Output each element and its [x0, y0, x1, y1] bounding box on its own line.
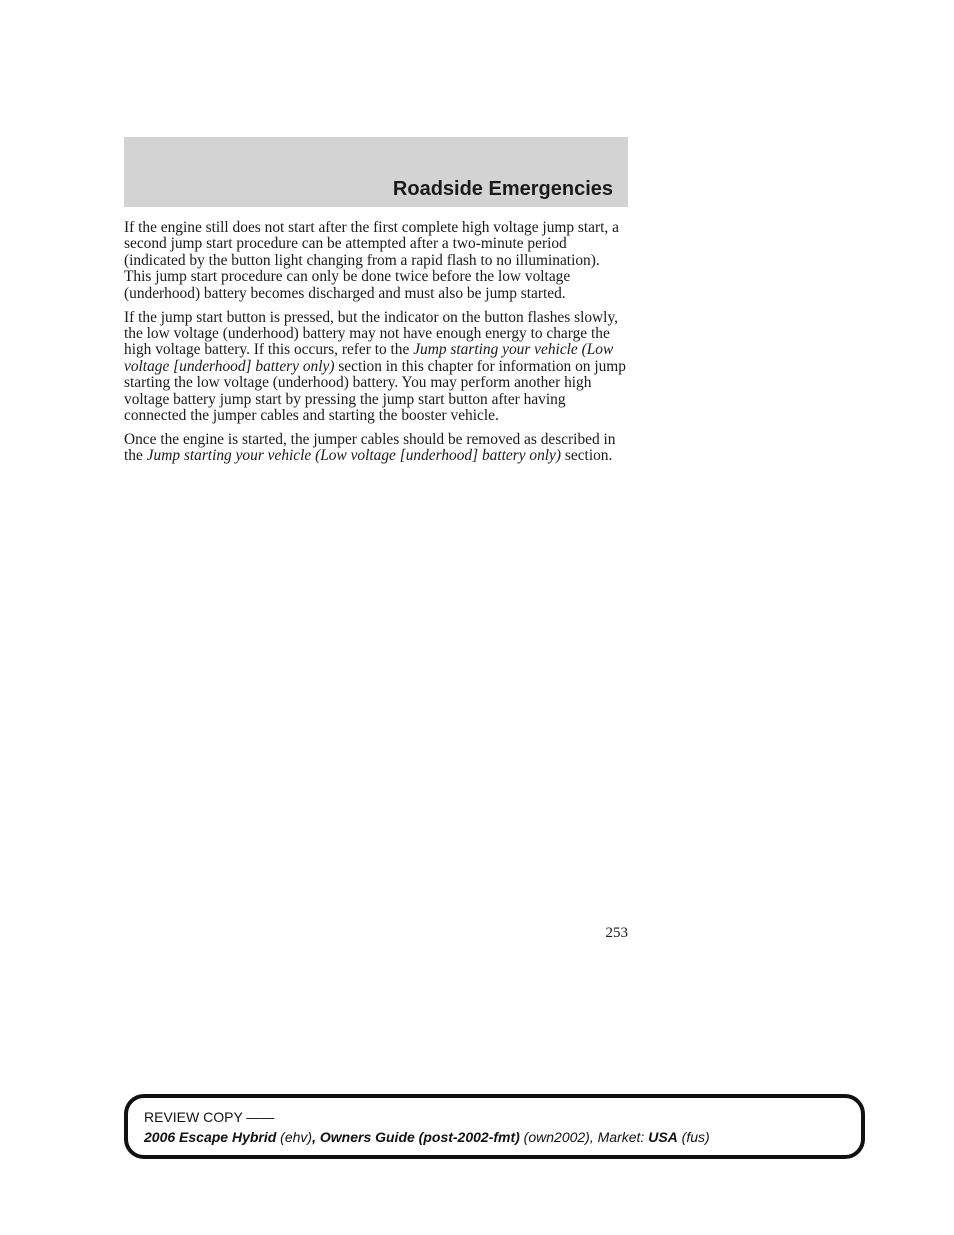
paragraph-text: Once the engine is started, the jumper cables should be removed as described in the: [124, 430, 616, 465]
market-name: USA: [648, 1129, 678, 1145]
guide-code: (own2002): [519, 1129, 590, 1145]
guide-name: Owners Guide (post-2002-fmt): [319, 1129, 520, 1145]
paragraph-remove-cables: [124, 432, 630, 465]
section-title: Roadside Emergencies: [392, 178, 613, 200]
section-reference: Jump starting your vehicle (Low voltage [underhood] battery only): [124, 341, 614, 375]
paragraph-text: If the engine still does not start after the first complete high voltage jump start, a second jump start procedure can be attempted after a two-minute period (indicated by the button light changing from a rapid flash to no illumination). This jump start procedure can only be done twice before the low voltage (underhood) battery becomes discharged and must also be jump started.: [124, 219, 619, 302]
paragraph-indicator-flashes: [124, 310, 630, 425]
vehicle-code: (ehv): [276, 1129, 313, 1145]
section-header-band: [124, 137, 628, 207]
section-reference: Jump starting your vehicle (Low voltage [underhood] battery only): [146, 447, 562, 465]
page-number: 253: [605, 925, 628, 941]
market-code: (fus): [677, 1129, 710, 1145]
vehicle-name: 2006 Escape Hybrid: [144, 1129, 277, 1145]
paragraph-text: If the jump start button is pressed, but the indicator on the button flashes slowly, the low voltage (underhood) battery may not have enough energy to charge the high voltage battery. If this occurs, refer to the: [124, 308, 618, 359]
paragraph-second-jump-start: [124, 220, 630, 302]
review-copy-box: [124, 1094, 865, 1159]
paragraph-text: section.: [564, 447, 613, 465]
paragraph-text: section in this chapter for information on jump starting the low voltage (underhood) battery. You may perform another high voltage battery jump start by pressing the jump start button after having connected the jumper cables and starting the booster vehicle.: [124, 357, 626, 424]
document-identifier: [144, 1129, 710, 1145]
body-text: [124, 220, 630, 472]
market-label: , Market:: [589, 1129, 649, 1145]
review-copy-label: REVIEW COPY ——: [144, 1109, 275, 1125]
separator: ,: [312, 1129, 320, 1145]
